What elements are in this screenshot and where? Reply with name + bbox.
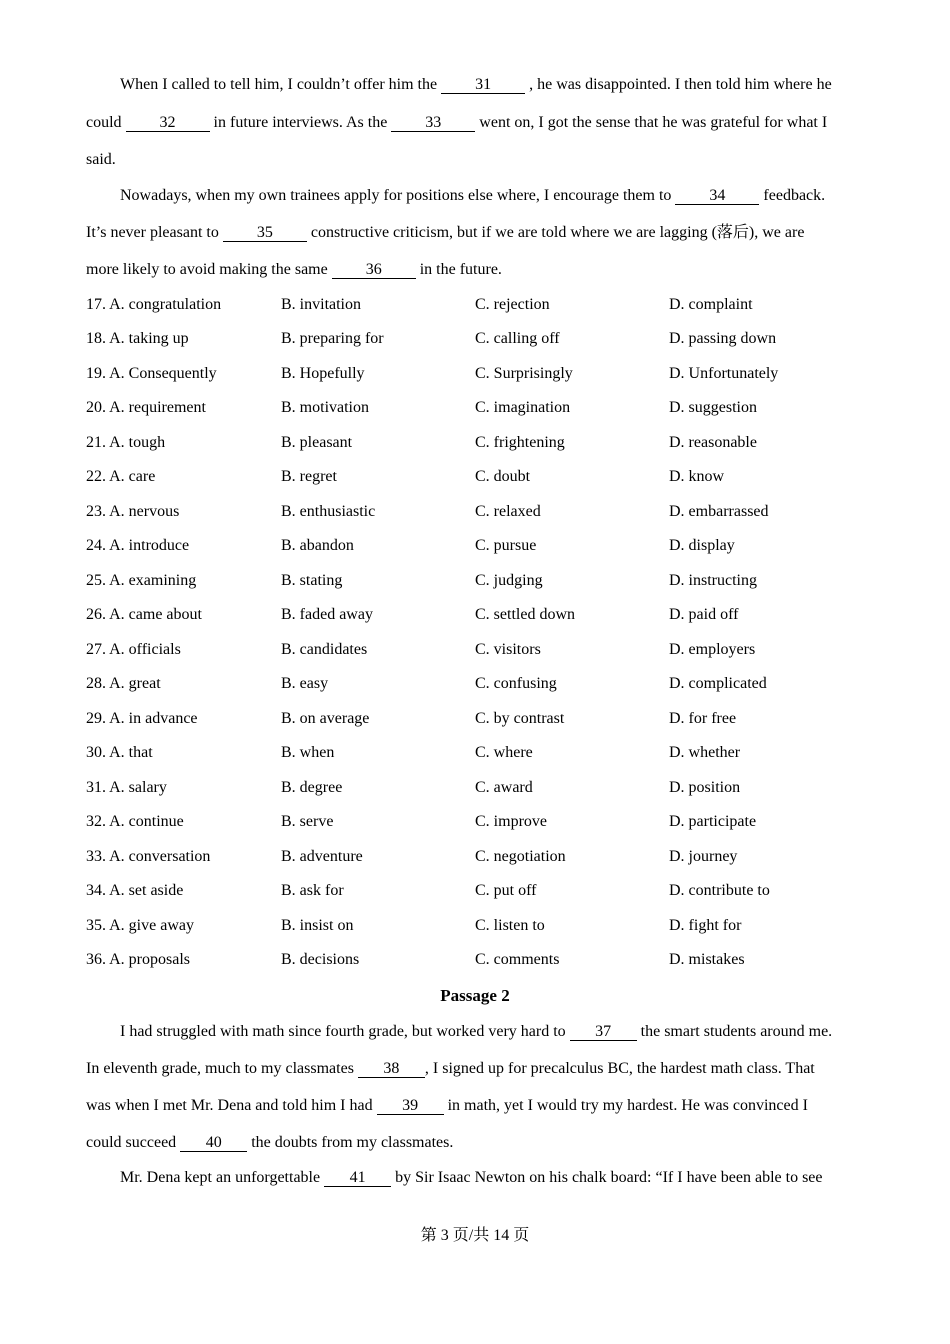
text-line [86,141,864,179]
question-number: 36. [86,951,106,968]
option-d: D. reasonable [669,433,757,451]
question-number: 27. [86,640,106,658]
text-segment: It’s never pleasant to [86,223,223,241]
option-cell-a [86,322,281,357]
option-d: D. employers [669,640,756,658]
option-cell-a [86,771,281,806]
answer-blank: 31 [441,77,525,94]
option-a: A. conversation [109,847,211,865]
question-number: 25. [86,571,106,589]
option-d: D. fight for [669,916,742,934]
option-cell-a [86,529,281,564]
option-a: A. came about [109,606,202,623]
text-line [86,1159,864,1196]
option-d: D. instructing [669,571,757,589]
text-segment: the doubts from my classmates. [247,1133,454,1151]
passage-2-paragraph-2 [86,1159,864,1196]
option-d: D. complaint [669,295,753,313]
text-segment: went on, I got the sense that he was grateful for what I [475,113,828,131]
option-a: A. care [109,468,156,485]
option-b: B. pleasant [281,433,353,451]
option-row [86,633,864,668]
option-cell-a [86,909,281,944]
option-cell-a [86,667,281,702]
option-a: A. salary [109,778,167,796]
option-row [86,322,864,357]
option-cell-a [86,426,281,461]
question-number: 34. [86,882,106,899]
text-segment: in the future. [415,260,502,278]
option-b: B. decisions [281,951,360,968]
text-segment: feedback. [759,186,826,204]
option-cell-a [86,495,281,530]
option-c: C. visitors [475,640,541,658]
question-number: 19. [86,364,106,382]
text-line [86,1124,864,1161]
option-cell-a [86,736,281,771]
option-a: A. officials [109,640,181,658]
option-b: B. Hopefully [281,364,365,382]
option-a: A. tough [109,433,166,451]
option-row [86,426,864,461]
option-b: B. degree [281,778,343,796]
option-cell-a [86,460,281,495]
option-d: D. know [669,468,725,485]
text-segment: , he was disappointed. I then told him where he [525,76,832,93]
option-cell-a [86,702,281,737]
text-segment: When I called to tell him, I couldn’t offer him the [120,76,442,93]
option-c: C. award [475,778,533,796]
option-c: C. imagination [475,399,571,416]
option-b: B. faded away [281,606,373,623]
option-d: D. journey [669,847,738,865]
option-a: A. in advance [109,709,198,727]
option-row [86,564,864,599]
answer-blank: 34 [675,188,759,205]
option-c: C. negotiation [475,847,566,865]
option-a: A. great [109,675,161,692]
text-segment: In eleventh grade, much to my classmates [86,1059,358,1077]
option-b: B. stating [281,571,343,589]
text-line [86,1050,864,1087]
option-d: D. display [669,537,735,554]
option-d: D. embarrassed [669,502,769,520]
answer-blank: 35 [223,225,307,242]
option-b: B. candidates [281,640,368,658]
option-c: C. listen to [475,916,545,934]
text-segment: , I signed up for precalculus BC, the hardest math class. That [424,1059,815,1077]
option-c: C. put off [475,882,537,899]
option-c: C. settled down [475,606,575,623]
option-c: C. improve [475,813,547,830]
option-b: B. preparing for [281,330,384,347]
option-a: A. introduce [109,537,190,554]
option-row [86,943,864,978]
option-c: C. judging [475,571,543,589]
answer-blank: 39 [377,1098,444,1115]
option-a: A. taking up [109,330,189,347]
option-b: B. regret [281,468,337,485]
text-segment: in future interviews. As the [209,113,392,131]
option-c: C. confusing [475,675,557,692]
text-line [86,66,864,104]
option-a: A. proposals [109,951,191,968]
option-c: C. Surprisingly [475,364,573,382]
option-b: B. enthusiastic [281,502,376,520]
text-line [86,177,864,214]
option-c: C. pursue [475,537,537,554]
option-a: A. continue [109,813,184,830]
text-segment: was when I met Mr. Dena and told him I had [86,1096,377,1114]
answer-blank: 40 [180,1135,247,1152]
text-segment: in math, yet I would try my hardest. He was convinced I [443,1096,808,1114]
option-a: A. examining [109,571,197,589]
answer-blank: 37 [570,1024,637,1041]
option-cell-a [86,598,281,633]
text-segment: by Sir Isaac Newton on his chalk board: “If I have been able to see [391,1168,823,1186]
text-segment: the smart students around me. [636,1022,833,1040]
text-segment: I had struggled with math since fourth grade, but worked very hard to [120,1022,570,1040]
option-a: A. requirement [109,399,206,416]
option-cell-a [86,874,281,909]
text-segment: could [86,113,126,131]
passage-1-paragraph-1 [86,66,864,179]
passage-1-paragraph-2 [86,177,864,288]
question-number: 17. [86,295,106,313]
option-cell-a [86,288,281,323]
option-a: A. congratulation [109,295,222,313]
option-d: D. Unfortunately [669,364,779,382]
option-cell-a [86,805,281,840]
option-b: B. motivation [281,399,369,416]
question-number: 28. [86,675,106,692]
text-line [86,1087,864,1124]
question-number: 20. [86,399,106,416]
question-number: 23. [86,502,106,520]
option-a: A. nervous [109,502,180,520]
option-a: A. that [109,744,153,761]
text-line [86,251,864,288]
option-row [86,736,864,771]
option-cell-a [86,840,281,875]
option-cell-a [86,564,281,599]
option-c: C. frightening [475,433,565,451]
option-b: B. when [281,744,335,761]
option-row [86,909,864,944]
option-a: A. give away [109,916,194,934]
text-segment: Nowadays, when my own trainees apply for positions else where, I encourage them to [120,186,676,204]
answer-blank: 33 [391,115,475,132]
text-line [86,104,864,142]
option-cell-a [86,357,281,392]
option-row [86,702,864,737]
option-row [86,874,864,909]
option-c: C. where [475,744,533,761]
question-number: 29. [86,709,106,727]
passage-2-heading: Passage 2 [440,985,510,1005]
option-cell-a [86,391,281,426]
option-c: C. relaxed [475,502,541,520]
question-number: 18. [86,330,106,347]
option-b: B. adventure [281,847,363,865]
option-d: D. participate [669,813,757,830]
option-b: B. on average [281,709,370,727]
option-d: D. suggestion [669,399,757,416]
option-a: A. Consequently [109,364,217,382]
option-d: D. passing down [669,330,777,347]
answer-options-list [86,288,864,978]
option-d: D. position [669,778,741,796]
question-number: 31. [86,778,106,796]
option-cell-a [86,633,281,668]
answer-blank: 32 [126,115,210,132]
answer-blank: 41 [324,1170,391,1187]
option-d: D. complicated [669,675,767,692]
option-b: B. insist on [281,916,354,934]
page-footer: 第 3 页/共 14 页 [420,1227,530,1244]
option-row [86,288,864,323]
option-b: B. abandon [281,537,354,554]
option-row [86,805,864,840]
text-segment: more likely to avoid making the same [86,260,332,278]
option-d: D. for free [669,709,737,727]
option-row [86,391,864,426]
option-c: C. doubt [475,468,531,485]
question-number: 22. [86,468,106,485]
option-row [86,840,864,875]
passage-2-paragraph-1 [86,1013,864,1161]
page-content [86,66,864,1196]
option-cell-a [86,943,281,978]
question-number: 24. [86,537,106,554]
text-segment: said. [86,151,116,168]
answer-blank: 36 [332,262,416,279]
option-row [86,460,864,495]
question-number: 30. [86,744,106,761]
option-d: D. paid off [669,606,739,623]
question-number: 32. [86,813,106,830]
text-segment: could succeed [86,1133,181,1151]
option-b: B. ask for [281,882,344,899]
option-d: D. mistakes [669,951,745,968]
option-c: C. rejection [475,295,550,313]
answer-blank: 38 [358,1061,425,1078]
option-row [86,529,864,564]
question-number: 33. [86,847,106,865]
option-c: C. by contrast [475,709,565,727]
option-row [86,495,864,530]
question-number: 21. [86,433,106,451]
option-row [86,598,864,633]
option-c: C. calling off [475,330,560,347]
text-segment: Mr. Dena kept an unforgettable [120,1168,325,1186]
text-segment: constructive criticism, but if we are told where we are lagging (落后), we are [306,223,805,241]
option-b: B. invitation [281,295,361,313]
question-number: 35. [86,916,106,934]
text-line [86,214,864,251]
option-row [86,667,864,702]
option-a: A. set aside [109,882,184,899]
option-c: C. comments [475,951,560,968]
option-b: B. easy [281,675,329,692]
option-b: B. serve [281,813,334,830]
option-row [86,357,864,392]
option-row [86,771,864,806]
text-line [86,1013,864,1050]
question-number: 26. [86,606,106,623]
option-d: D. contribute to [669,882,770,899]
option-d: D. whether [669,744,741,761]
